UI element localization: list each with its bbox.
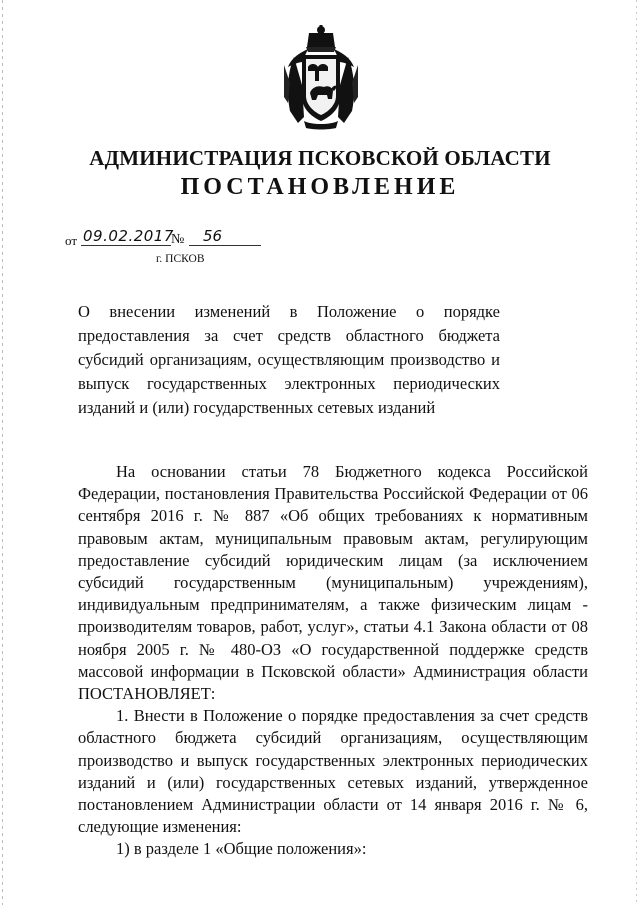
date-prefix: от — [65, 233, 78, 248]
document-subject: О внесении изменений в Положение о порядке предоставления за счет средств областного бюджета субсидий организациям, осуществляющим производство и выпуск государственных электронных периодических изданий и (или) государственных сетевых изданий — [78, 302, 500, 417]
coat-of-arms-emblem — [282, 25, 360, 130]
scan-edge-left — [2, 0, 3, 905]
body-paragraph-item-1: 1. Внести в Положение о порядке предоставления за счет средств областного бюджета субсидий организациям, осуществляющим производство и выпуск государственных электронных периодических изданий и (или) государственных сетевых изданий, утвержденное постановлением Администрации области от 14 января 2016 г. № 6, следующие изменения: — [78, 706, 588, 837]
body-paragraph-basis: На основании статьи 78 Бюджетного кодекса Российской Федерации, постановления Правительства Российской Федерации от 06 сентября 2016 г. № 887 «Об общих требованиях к нормативным правовым актам, муниципальным правовым актам, регулирующим предоставление субсидий юридическим лицам (за исключением субсидий государственным (муниципальным) учреждениям), индивидуальным предпринимателям, а также физическим лицам - производителям товаров, работ, услуг», статьи 4.1 Закона области от 08 ноября 2005 г. № 480-ОЗ «О государственной поддержке средств массовой информации в Псковской области» Администрация области ПОСТАНОВЛЯЕТ: — [78, 462, 588, 704]
body-paragraph-subitem-1: 1) в разделе 1 «Общие положения»: — [116, 839, 367, 859]
scan-edge-right — [636, 0, 637, 905]
document-body — [78, 461, 588, 861]
number-label: № — [171, 232, 185, 247]
date-number-line — [65, 227, 265, 251]
document-type-title: ПОСТАНОВЛЕНИЕ — [180, 174, 460, 200]
document-date: 09.02.2017 — [83, 227, 174, 245]
organization-name: АДМИНИСТРАЦИЯ ПСКОВСКОЙ ОБЛАСТИ — [89, 146, 551, 170]
document-number: 56 — [189, 227, 261, 246]
city-label: г. ПСКОВ — [156, 253, 205, 265]
